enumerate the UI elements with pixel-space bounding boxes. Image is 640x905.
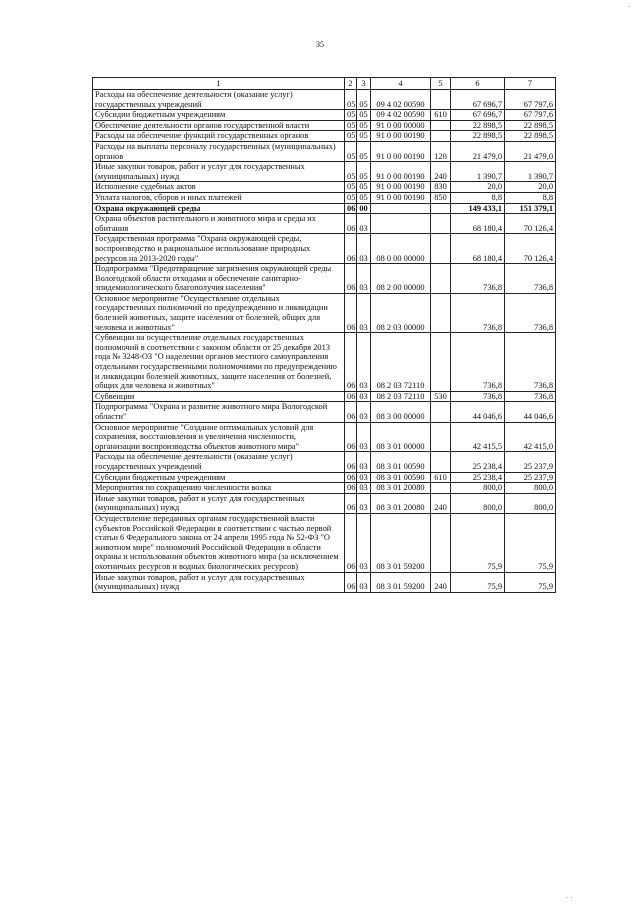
table-row [93, 131, 556, 142]
row-subsection: 05 [357, 162, 371, 182]
row-subsection: 03 [357, 234, 371, 264]
row-value-year2: 44 046,6 [505, 402, 556, 422]
row-value-year2: 8,8 [505, 192, 556, 203]
row-value-year1: 67 696,7 [451, 90, 505, 110]
row-value-year1: 149 433,1 [451, 203, 505, 214]
row-expense-type: 530 [431, 391, 451, 402]
row-value-year1: 736,8 [451, 391, 505, 402]
row-section: 05 [345, 90, 357, 110]
row-expense-type [431, 203, 451, 214]
row-expense-type: 240 [431, 493, 451, 513]
row-value-year2: 20,0 [505, 182, 556, 193]
row-expense-type [431, 120, 451, 131]
table-header-row [93, 78, 556, 90]
row-name: Расходы на выплаты персоналу государственных (муниципальных) органов [93, 141, 345, 161]
row-expense-type: 610 [431, 110, 451, 121]
row-section: 06 [345, 264, 357, 294]
row-expense-type: 240 [431, 572, 451, 592]
row-target-article: 91 0 00 00190 [371, 131, 431, 142]
row-expense-type [431, 264, 451, 294]
row-name: Расходы на обеспечение деятельности (оказание услуг) государственных учреждений [93, 452, 345, 472]
row-subsection: 05 [357, 90, 371, 110]
row-value-year2: 70 126,4 [505, 234, 556, 264]
row-value-year2: 736,8 [505, 264, 556, 294]
row-target-article: 08 0 00 00000 [371, 234, 431, 264]
row-value-year1: 25 238,4 [451, 472, 505, 483]
row-name: Охрана объектов растительного и животного мира и среды их обитания [93, 214, 345, 234]
row-target-article: 08 3 01 59200 [371, 513, 431, 572]
row-name: Подпрограмма "Предотвращение загрязнения окружающей среды Вологодской области отходами и обеспечение санитарно-эпидемиологического благополучия населения" [93, 264, 345, 294]
row-value-year2: 70 126,4 [505, 214, 556, 234]
row-subsection: 03 [357, 422, 371, 452]
row-value-year1: 68 180,4 [451, 234, 505, 264]
row-name: Мероприятия по сокращению численности волка [93, 483, 345, 494]
row-target-article: 08 3 00 00000 [371, 402, 431, 422]
row-target-article: 08 3 01 59200 [371, 572, 431, 592]
table-row [93, 572, 556, 592]
table-row [93, 110, 556, 121]
row-section: 05 [345, 192, 357, 203]
row-value-year1: 736,8 [451, 264, 505, 294]
row-subsection: 05 [357, 192, 371, 203]
row-value-year1: 22 898,5 [451, 131, 505, 142]
row-name: Уплата налогов, сборов и иных платежей [93, 192, 345, 203]
row-subsection: 05 [357, 141, 371, 161]
table-row [93, 333, 556, 392]
row-value-year2: 22 898,5 [505, 131, 556, 142]
row-section: 06 [345, 214, 357, 234]
row-expense-type [431, 333, 451, 392]
row-target-article: 08 3 01 00000 [371, 422, 431, 452]
row-value-year2: 736,8 [505, 293, 556, 332]
row-name: Охрана окружающей среды [93, 203, 345, 214]
table-row [93, 483, 556, 494]
header-cell: 6 [451, 78, 505, 90]
row-section: 06 [345, 391, 357, 402]
table-row [93, 513, 556, 572]
row-section: 06 [345, 572, 357, 592]
row-section: 06 [345, 472, 357, 483]
row-section: 06 [345, 293, 357, 332]
row-value-year1: 8,8 [451, 192, 505, 203]
row-value-year2: 67 797,6 [505, 110, 556, 121]
row-subsection: 05 [357, 110, 371, 121]
row-target-article [371, 203, 431, 214]
row-value-year2: 736,8 [505, 391, 556, 402]
row-subsection: 03 [357, 572, 371, 592]
row-expense-type: 850 [431, 192, 451, 203]
table-row [93, 264, 556, 294]
row-target-article: 91 0 00 00000 [371, 120, 431, 131]
row-section: 06 [345, 493, 357, 513]
table-row [93, 493, 556, 513]
row-name: Иные закупки товаров, работ и услуг для государственных (муниципальных) нужд [93, 572, 345, 592]
table-row [93, 452, 556, 472]
row-section: 06 [345, 452, 357, 472]
row-name: Субсидии бюджетным учреждениям [93, 110, 345, 121]
table-row [93, 182, 556, 193]
row-value-year1: 20,0 [451, 182, 505, 193]
row-expense-type [431, 293, 451, 332]
row-subsection: 03 [357, 402, 371, 422]
row-value-year1: 25 238,4 [451, 452, 505, 472]
table-row [93, 141, 556, 161]
row-target-article: 08 3 01 20080 [371, 483, 431, 494]
row-target-article: 08 2 03 72110 [371, 391, 431, 402]
row-value-year2: 22 898,5 [505, 120, 556, 131]
row-name: Иные закупки товаров, работ и услуг для государственных (муниципальных) нужд [93, 493, 345, 513]
row-section: 05 [345, 182, 357, 193]
row-value-year1: 21 479,0 [451, 141, 505, 161]
row-value-year1: 44 046,6 [451, 402, 505, 422]
table-row [93, 120, 556, 131]
row-value-year2: 75,9 [505, 572, 556, 592]
row-value-year1: 22 898,5 [451, 120, 505, 131]
row-expense-type [431, 90, 451, 110]
row-section: 05 [345, 131, 357, 142]
row-section: 06 [345, 203, 357, 214]
header-cell: 5 [431, 78, 451, 90]
table-row [93, 214, 556, 234]
row-target-article: 08 2 00 00000 [371, 264, 431, 294]
row-expense-type [431, 131, 451, 142]
row-section: 05 [345, 120, 357, 131]
row-name: Государственная программа "Охрана окружающей среды, воспроизводство и рациональное использование природных ресурсов на 2013-2020 годы" [93, 234, 345, 264]
row-target-article: 91 0 00 00190 [371, 162, 431, 182]
row-value-year1: 68 180,4 [451, 214, 505, 234]
table-row [93, 402, 556, 422]
row-value-year1: 67 696,7 [451, 110, 505, 121]
row-expense-type: 240 [431, 162, 451, 182]
row-value-year2: 1 390,7 [505, 162, 556, 182]
row-name: Субвенции [93, 391, 345, 402]
row-subsection: 05 [357, 182, 371, 193]
row-subsection: 03 [357, 493, 371, 513]
row-target-article: 09 4 02 00590 [371, 90, 431, 110]
row-name: Основное мероприятие "Осуществление отдельных государственных полномочий по предупреждению и ликвидации болезней животных, защите населения от болезней, общих для человека и животных" [93, 293, 345, 332]
row-value-year1: 736,8 [451, 333, 505, 392]
row-value-year2: 42 415,0 [505, 422, 556, 452]
row-target-article: 09 4 02 00590 [371, 110, 431, 121]
row-name: Подпрограмма "Охрана и развитие животного мира Вологодской области" [93, 402, 345, 422]
row-subsection: 05 [357, 131, 371, 142]
page-number: 35 [316, 40, 324, 49]
table-row [93, 293, 556, 332]
row-expense-type [431, 402, 451, 422]
row-expense-type [431, 452, 451, 472]
row-name: Осуществление переданных органам государственной власти субъектов Российской Федерации в соответствии с частью первой статьи 6 Федерального закона от 24 апреля 1995 года № 52-ФЗ "О животном мире" полномочий Российской Федерации в области охраны и использования объектов животного мира (за исключением охотничьих ресурсов и водных биологических ресурсов) [93, 513, 345, 572]
row-subsection: 05 [357, 120, 371, 131]
row-name: Расходы на обеспечение функций государственных органов [93, 131, 345, 142]
header-cell: 2 [345, 78, 357, 90]
budget-table [92, 77, 556, 593]
row-value-year2: 800,0 [505, 493, 556, 513]
table-row [93, 90, 556, 110]
row-expense-type: 120 [431, 141, 451, 161]
row-target-article: 08 2 03 72110 [371, 333, 431, 392]
row-section: 05 [345, 162, 357, 182]
scan-mark: · · [566, 894, 573, 902]
row-subsection: 03 [357, 333, 371, 392]
header-cell: 1 [93, 78, 345, 90]
row-section: 05 [345, 110, 357, 121]
table-row [93, 203, 556, 214]
row-target-article: 91 0 00 00190 [371, 141, 431, 161]
row-name: Основное мероприятие "Создание оптимальных условий для сохранения, восстановления и увеличения численности, организации воспроизводства объектов животного мира" [93, 422, 345, 452]
row-name: Иные закупки товаров, работ и услуг для государственных (муниципальных) нужд [93, 162, 345, 182]
row-value-year1: 800,0 [451, 493, 505, 513]
row-value-year1: 800,0 [451, 483, 505, 494]
row-target-article: 08 3 01 20080 [371, 493, 431, 513]
row-value-year2: 25 237,9 [505, 472, 556, 483]
row-value-year1: 42 415,5 [451, 422, 505, 452]
row-name: Субвенции на осуществление отдельных государственных полномочий в соответствии с законом области от 25 декабря 2013 года № 3248-ОЗ "О наделении органов местного самоуправления отдельными государственными полномочиями по предупреждению и ликвидации болезней животных, защите населения от болезней, общих для человека и животных" [93, 333, 345, 392]
row-name: Субсидии бюджетным учреждениям [93, 472, 345, 483]
table-row [93, 162, 556, 182]
row-expense-type [431, 214, 451, 234]
row-subsection: 03 [357, 483, 371, 494]
row-section: 06 [345, 333, 357, 392]
row-value-year2: 21 479,0 [505, 141, 556, 161]
row-name: Расходы на обеспечение деятельности (оказание услуг) государственных учреждений [93, 90, 345, 110]
row-value-year2: 25 237,9 [505, 452, 556, 472]
table-row [93, 192, 556, 203]
row-name: Исполнение судебных актов [93, 182, 345, 193]
row-value-year2: 151 379,1 [505, 203, 556, 214]
row-expense-type: 830 [431, 182, 451, 193]
row-value-year1: 1 390,7 [451, 162, 505, 182]
row-section: 06 [345, 234, 357, 264]
row-expense-type [431, 234, 451, 264]
row-expense-type: 610 [431, 472, 451, 483]
row-section: 06 [345, 422, 357, 452]
row-expense-type [431, 422, 451, 452]
row-subsection: 03 [357, 264, 371, 294]
table-row [93, 391, 556, 402]
row-value-year2: 800,0 [505, 483, 556, 494]
row-target-article: 91 0 00 00190 [371, 192, 431, 203]
row-target-article: 08 3 01 00590 [371, 452, 431, 472]
header-cell: 3 [357, 78, 371, 90]
table-row [93, 472, 556, 483]
row-value-year2: 75,9 [505, 513, 556, 572]
row-value-year2: 67 797,6 [505, 90, 556, 110]
scan-mark: · [628, 3, 631, 11]
row-value-year1: 75,9 [451, 572, 505, 592]
row-subsection: 03 [357, 214, 371, 234]
row-target-article [371, 214, 431, 234]
header-cell: 7 [505, 78, 556, 90]
row-value-year2: 736,8 [505, 333, 556, 392]
row-section: 05 [345, 141, 357, 161]
row-subsection: 03 [357, 452, 371, 472]
row-subsection: 03 [357, 513, 371, 572]
row-section: 06 [345, 513, 357, 572]
row-target-article: 91 0 00 00190 [371, 182, 431, 193]
table-row [93, 234, 556, 264]
row-subsection: 00 [357, 203, 371, 214]
table-row [93, 422, 556, 452]
row-section: 06 [345, 483, 357, 494]
row-name: Обеспечение деятельности органов государственной власти [93, 120, 345, 131]
row-target-article: 08 3 01 00590 [371, 472, 431, 483]
header-cell: 4 [371, 78, 431, 90]
row-subsection: 03 [357, 472, 371, 483]
row-subsection: 03 [357, 391, 371, 402]
row-target-article: 08 2 03 00000 [371, 293, 431, 332]
row-section: 06 [345, 402, 357, 422]
row-expense-type [431, 483, 451, 494]
row-value-year1: 736,8 [451, 293, 505, 332]
row-value-year1: 75,9 [451, 513, 505, 572]
row-expense-type [431, 513, 451, 572]
row-subsection: 03 [357, 293, 371, 332]
